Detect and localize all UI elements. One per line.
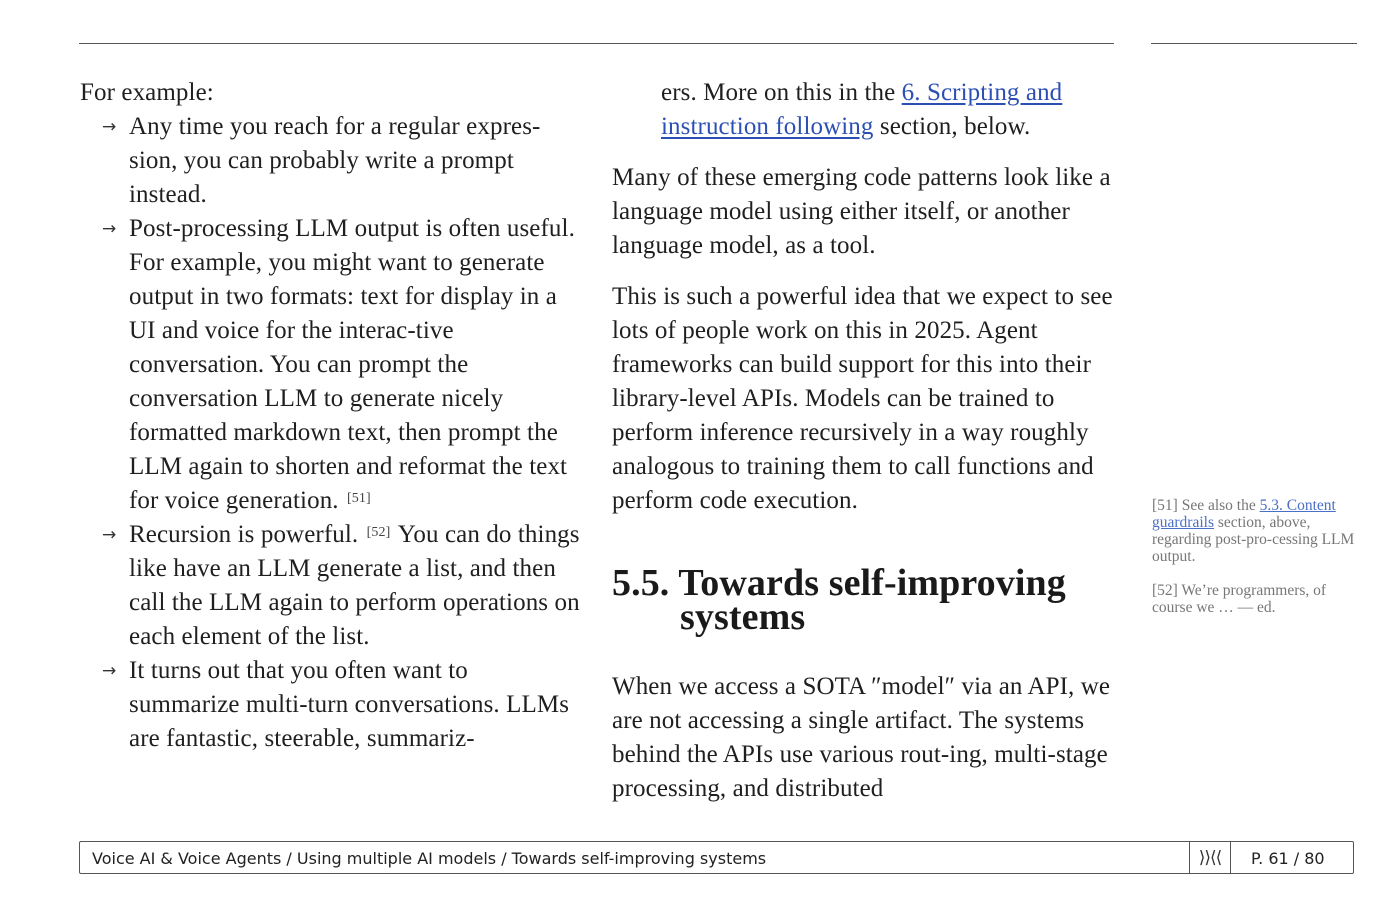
example-list: [80, 110, 580, 756]
list-item-text: Any time you reach for a regular expres-sion, you can probably write a prompt instead.: [129, 113, 541, 208]
scripting-section-link[interactable]: 6. Scripting and instruction following: [661, 79, 1063, 140]
list-item: [102, 212, 580, 518]
sidenote-52: [52] We’re programmers, of course we … — ed.: [1152, 582, 1327, 616]
footer-bar: [79, 841, 1354, 874]
breadcrumb[interactable]: Voice AI & Voice Agents / Using multiple AI models / Towards self-improving systems: [92, 849, 767, 868]
column-left: [80, 76, 580, 756]
paragraph: This is such a powerful idea that we expect to see lots of people work on this in 2025. Agent frameworks can build support for this into their library-level APIs. Models can be trained to perform inference recursively in a way roughly analogous to training them to call functions and perform code execution.: [612, 283, 1113, 514]
arrow-right-icon: →: [102, 525, 117, 545]
list-item-text: It turns out that you often want to summarize multi-turn conversations. LLMs are fantastic, steerable, summariz-: [129, 657, 570, 752]
heading-line: systems: [680, 596, 806, 638]
list-item-text: Post-processing LLM output is often useful. For example, you might want to generate output in two formats: text for display in a UI and voice for the interac-tive conversation. You can prompt the conversation LLM to generate nicely formatted markdown text, then prompt the LLM again to shorten and reformat the text for voice generation.: [129, 215, 575, 514]
list-item: [102, 110, 580, 212]
sidenote-51: [1152, 497, 1362, 565]
page-flip-icon[interactable]: ⟩⟩⟨⟨: [1189, 842, 1231, 873]
continuation-text: ers. More on this in the: [661, 79, 896, 106]
arrow-right-icon: →: [102, 661, 117, 681]
column-right: [612, 76, 1122, 806]
sidenote-text: section, above, regarding post-pro-cessing LLM output.: [1152, 514, 1355, 565]
continuation-text: section, below.: [879, 113, 1031, 140]
page-number: P. 61 / 80: [1251, 849, 1325, 868]
list-item-text: You can do things like have an LLM generate a list, and then call the LLM again to perform operations on each element of the list.: [129, 521, 580, 650]
footnote-ref-52[interactable]: [52]: [366, 525, 391, 540]
list-item: [102, 654, 580, 756]
footnote-ref-51[interactable]: [51]: [347, 491, 371, 506]
arrow-right-icon: →: [102, 117, 117, 137]
paragraph: When we access a SOTA ″model″ via an API, we are not accessing a single artifact. The systems behind the APIs use various rout-ing, multi-stage processing, and distributed: [612, 673, 1111, 802]
top-rule-sidebar: [1151, 43, 1357, 44]
section-heading: [612, 562, 1122, 638]
list-item: [102, 518, 580, 654]
sidenotes: [1152, 497, 1362, 633]
list-continuation: [612, 76, 1122, 144]
heading-line: 5.5. Towards self-improving: [612, 562, 1066, 604]
paragraph: Many of these emerging code patterns look like a language model using either itself, or another language model, as a tool.: [612, 164, 1111, 259]
list-item-text: Recursion is powerful.: [129, 521, 359, 548]
top-rule-main: [79, 43, 1114, 44]
sidenote-text: [51] See also the: [1152, 497, 1256, 514]
content-guardrails-link[interactable]: 5.3. Content guardrails: [1152, 497, 1336, 531]
intro-text: For example:: [80, 79, 214, 106]
arrow-right-icon: →: [102, 219, 117, 239]
